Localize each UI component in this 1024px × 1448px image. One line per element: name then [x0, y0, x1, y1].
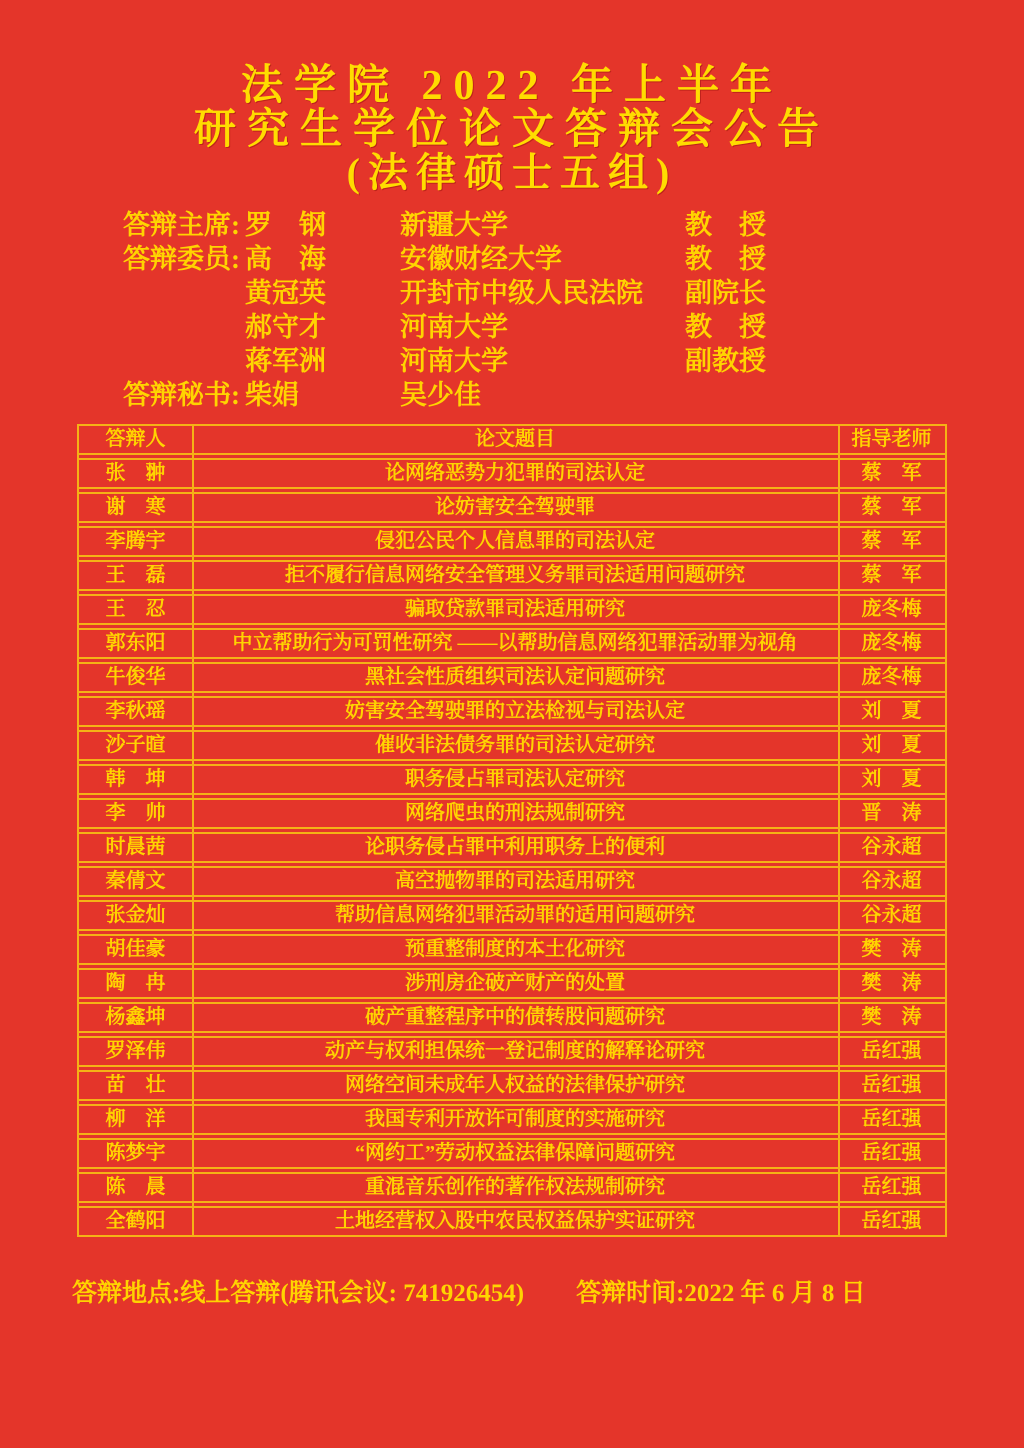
defense-location: 答辩地点:线上答辩(腾讯会议: 741926454) — [72, 1280, 525, 1308]
defendant-name-cell: 杨鑫坤 — [105, 1006, 166, 1029]
committee-row — [123, 242, 1024, 276]
title-line-1: 法学院 2022 年上半年 — [240, 63, 783, 109]
committee-role-label: 答辩主席: — [123, 210, 240, 241]
table-row — [79, 730, 945, 761]
table-row — [79, 900, 945, 931]
defendant-name-cell: 苗 壮 — [105, 1074, 166, 1097]
table-row — [79, 526, 945, 557]
advisor-name-cell: 庞冬梅 — [861, 598, 922, 621]
committee-role-label: 答辩委员: — [123, 244, 240, 275]
defendant-name-cell: 时晨茜 — [105, 836, 166, 859]
defendant-name-cell: 李 帅 — [105, 802, 166, 825]
committee-row — [123, 276, 1024, 310]
table-row — [79, 492, 945, 523]
committee-member-org: 河南大学 — [400, 346, 508, 377]
thesis-title-cell: 网络爬虫的刑法规制研究 — [405, 802, 625, 825]
title-line-2: 研究生学位论文答辩会公告 — [193, 107, 830, 154]
advisor-name-cell: 谷永超 — [861, 904, 922, 927]
defendant-name-cell: 王 磊 — [105, 564, 166, 587]
committee-member-name: 柴娟 — [245, 380, 299, 411]
thesis-title-cell: 职务侵占罪司法认定研究 — [405, 768, 625, 791]
thesis-title-cell: 论网络恶势力犯罪的司法认定 — [385, 462, 645, 485]
table-row — [79, 866, 945, 897]
advisor-name-cell: 谷永超 — [861, 836, 922, 859]
advisor-name-cell: 樊 涛 — [861, 972, 922, 995]
table-row — [79, 662, 945, 693]
defendant-name-cell: 张 翀 — [105, 462, 166, 485]
advisor-name-cell: 岳红强 — [861, 1210, 922, 1233]
thesis-title-cell: 重混音乐创作的著作权法规制研究 — [365, 1176, 665, 1199]
committee-member-org: 新疆大学 — [400, 210, 508, 241]
defendant-name-cell: 沙子暄 — [105, 734, 166, 757]
committee-section — [123, 208, 1024, 412]
defendant-name-cell: 韩 坤 — [105, 768, 166, 791]
table-header-row — [79, 424, 945, 455]
table-row — [79, 1036, 945, 1067]
defendant-name-cell: 王 忍 — [105, 598, 166, 621]
defendant-name-cell: 全鹤阳 — [105, 1210, 166, 1233]
advisor-name-cell: 刘 夏 — [861, 734, 922, 757]
table-column-divider-1 — [192, 424, 194, 1237]
table-row — [79, 934, 945, 965]
table-row — [79, 764, 945, 795]
table-row — [79, 968, 945, 999]
committee-member-name: 罗 钢 — [245, 210, 326, 241]
defendant-name-cell: 陈 晨 — [105, 1176, 166, 1199]
header-thesis-title: 论文题目 — [475, 428, 555, 451]
defense-time: 答辩时间:2022 年 6 月 8 日 — [576, 1280, 866, 1308]
advisor-name-cell: 刘 夏 — [861, 700, 922, 723]
table-row — [79, 1172, 945, 1203]
table-row — [79, 798, 945, 829]
committee-row — [123, 310, 1024, 344]
thesis-title-cell: “网约工”劳动权益法律保障问题研究 — [355, 1142, 675, 1165]
defendant-name-cell: 柳 洋 — [105, 1108, 166, 1131]
defendant-name-cell: 陈梦宇 — [105, 1142, 166, 1165]
thesis-title-cell: 中立帮助行为可罚性研究 ——以帮助信息网络犯罪活动罪为视角 — [232, 632, 798, 655]
thesis-title-cell: 我国专利开放许可制度的实施研究 — [365, 1108, 665, 1131]
thesis-title-cell: 侵犯公民个人信息罪的司法认定 — [375, 530, 655, 553]
advisor-name-cell: 岳红强 — [861, 1040, 922, 1063]
thesis-title-cell: 黑社会性质组织司法认定问题研究 — [365, 666, 665, 689]
committee-row — [123, 378, 1024, 412]
thesis-title-cell: 论职务侵占罪中利用职务上的便利 — [365, 836, 665, 859]
defendant-name-cell: 张金灿 — [105, 904, 166, 927]
table-row — [79, 1138, 945, 1169]
thesis-title-cell: 动产与权利担保统一登记制度的解释论研究 — [325, 1040, 705, 1063]
thesis-title-cell: 网络空间未成年人权益的法律保护研究 — [345, 1074, 685, 1097]
table-row — [79, 560, 945, 591]
thesis-title-cell: 破产重整程序中的债转股问题研究 — [365, 1006, 665, 1029]
thesis-title-cell: 论妨害安全驾驶罪 — [435, 496, 595, 519]
defendant-name-cell: 陶 冉 — [105, 972, 166, 995]
advisor-name-cell: 蔡 军 — [861, 496, 922, 519]
advisor-name-cell: 岳红强 — [861, 1142, 922, 1165]
thesis-title-cell: 土地经营权入股中农民权益保护实证研究 — [335, 1210, 695, 1233]
thesis-title-cell: 妨害安全驾驶罪的立法检视与司法认定 — [345, 700, 685, 723]
committee-member-org: 吴少佳 — [400, 380, 481, 411]
advisor-name-cell: 蔡 军 — [861, 462, 922, 485]
committee-member-name: 黄冠英 — [245, 278, 326, 309]
header-advisor: 指导老师 — [851, 428, 932, 451]
committee-member-org: 开封市中级人民法院 — [400, 278, 643, 309]
advisor-name-cell: 岳红强 — [861, 1176, 922, 1199]
defendant-name-cell: 李秋瑶 — [105, 700, 166, 723]
poster-footer — [72, 1273, 1024, 1309]
committee-member-title: 教 授 — [685, 244, 766, 275]
thesis-title-cell: 拒不履行信息网络安全管理义务罪司法适用问题研究 — [285, 564, 745, 587]
table-row — [79, 696, 945, 727]
committee-role-label: 答辩秘书: — [123, 380, 240, 411]
committee-row — [123, 344, 1024, 378]
advisor-name-cell: 蔡 军 — [861, 564, 922, 587]
thesis-title-cell: 催收非法债务罪的司法认定研究 — [375, 734, 655, 757]
advisor-name-cell: 谷永超 — [861, 870, 922, 893]
committee-member-title: 副院长 — [685, 278, 766, 309]
title-line-3: (法律硕士五组) — [346, 150, 678, 196]
defendant-name-cell: 牛俊华 — [105, 666, 166, 689]
committee-member-title: 副教授 — [685, 346, 766, 377]
table-row — [79, 832, 945, 863]
thesis-title-cell: 高空抛物罪的司法适用研究 — [395, 870, 635, 893]
poster-title — [0, 0, 1024, 194]
advisor-name-cell: 樊 涛 — [861, 1006, 922, 1029]
thesis-title-cell: 骗取贷款罪司法适用研究 — [405, 598, 625, 621]
defendant-name-cell: 胡佳豪 — [105, 938, 166, 961]
thesis-title-cell: 涉刑房企破产财产的处置 — [405, 972, 625, 995]
committee-member-org: 安徽财经大学 — [400, 244, 562, 275]
table-row — [79, 594, 945, 625]
table-row — [79, 1104, 945, 1135]
advisor-name-cell: 岳红强 — [861, 1108, 922, 1131]
thesis-title-cell: 预重整制度的本土化研究 — [405, 938, 625, 961]
advisor-name-cell: 刘 夏 — [861, 768, 922, 791]
committee-member-title: 教 授 — [685, 312, 766, 343]
committee-member-name: 蒋军洲 — [245, 346, 326, 377]
defendant-name-cell: 谢 寒 — [105, 496, 166, 519]
defendant-name-cell: 秦倩文 — [105, 870, 166, 893]
table-row — [79, 1206, 945, 1237]
committee-member-org: 河南大学 — [400, 312, 508, 343]
advisor-name-cell: 晋 涛 — [861, 802, 922, 825]
advisor-name-cell: 庞冬梅 — [861, 632, 922, 655]
defendant-name-cell: 郭东阳 — [105, 632, 166, 655]
table-row — [79, 628, 945, 659]
advisor-name-cell: 樊 涛 — [861, 938, 922, 961]
committee-row — [123, 208, 1024, 242]
defense-table — [77, 424, 947, 1237]
table-row — [79, 1002, 945, 1033]
table-column-divider-2 — [838, 424, 840, 1237]
committee-member-name: 郝守才 — [245, 312, 326, 343]
table-row — [79, 458, 945, 489]
defendant-name-cell: 罗泽伟 — [105, 1040, 166, 1063]
committee-member-title: 教 授 — [685, 210, 766, 241]
table-row — [79, 1070, 945, 1101]
thesis-title-cell: 帮助信息网络犯罪活动罪的适用问题研究 — [335, 904, 695, 927]
header-defendant: 答辩人 — [105, 428, 166, 451]
advisor-name-cell: 岳红强 — [861, 1074, 922, 1097]
defendant-name-cell: 李腾宇 — [105, 530, 166, 553]
advisor-name-cell: 庞冬梅 — [861, 666, 922, 689]
committee-member-name: 高 海 — [245, 244, 326, 275]
advisor-name-cell: 蔡 军 — [861, 530, 922, 553]
